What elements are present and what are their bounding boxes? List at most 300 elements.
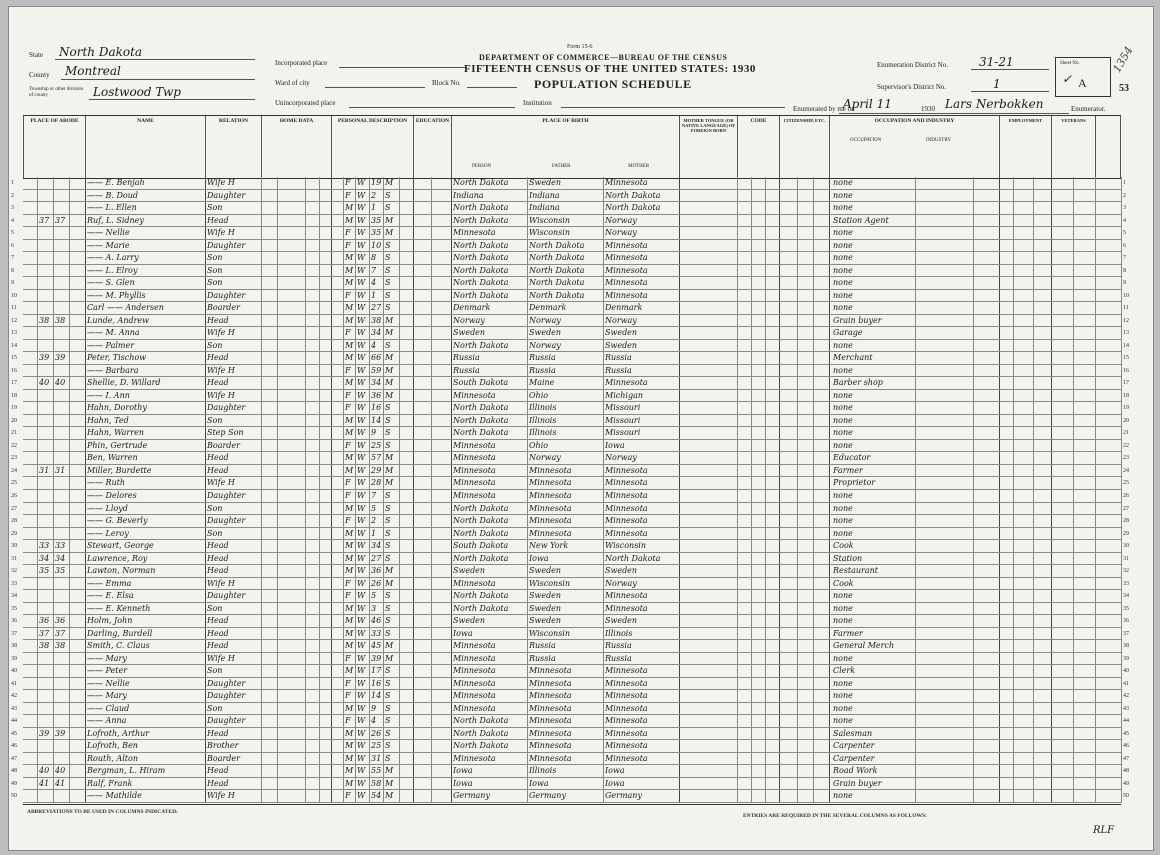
sex: M: [345, 465, 354, 475]
birthplace-person: Minnesota: [453, 653, 496, 663]
birthplace-mother: Iowa: [605, 440, 625, 450]
line-number: 49: [11, 780, 17, 787]
age: 66: [371, 353, 382, 363]
birthplace-mother: Iowa: [605, 766, 625, 776]
line-number-right: 26: [1123, 493, 1129, 499]
header-father: FATHER: [552, 164, 571, 169]
header-mother-tongue: MOTHER TONGUE (OR NATIVE LANGUAGE) OF FOREIGN BORN: [679, 116, 737, 178]
line-number-right: 46: [1123, 743, 1129, 750]
table-row: [11, 640, 1129, 653]
birthplace-person: North Dakota: [453, 603, 509, 613]
line-number: 20: [11, 417, 17, 424]
line-number-right: 21: [1123, 430, 1129, 437]
birthplace-person: North Dakota: [453, 415, 509, 425]
line-number: 35: [11, 605, 17, 612]
marital-status: M: [385, 578, 394, 588]
table-row: [11, 452, 1129, 465]
birthplace-person: North Dakota: [453, 203, 509, 213]
birthplace-father: Illinois: [529, 415, 557, 425]
birthplace-father: Minnesota: [529, 491, 572, 500]
person-name: —— Marie: [87, 240, 130, 250]
marital-status: M: [385, 566, 394, 576]
person-name: —— Nellie: [87, 678, 130, 688]
marital-status: S: [385, 415, 391, 425]
birthplace-father: Minnesota: [529, 478, 572, 488]
sex: F: [345, 516, 351, 526]
line-number: 1: [11, 180, 14, 186]
supervisor-value: 1: [993, 77, 1001, 91]
birthplace-father: Sweden: [529, 178, 562, 187]
birthplace-father: Minnesota: [529, 741, 572, 751]
relation: Head: [207, 766, 229, 776]
sex: F: [345, 691, 351, 701]
table-row: [11, 477, 1129, 490]
table-row: [11, 327, 1129, 340]
line-number-right: 8: [1123, 267, 1126, 274]
line-number: 8: [11, 267, 14, 274]
line-number: 3: [11, 205, 14, 212]
age: 27: [371, 303, 382, 313]
occupation: Proprietor: [833, 478, 876, 488]
occupation: Garage: [833, 328, 863, 338]
person-name: —— L. Ellen: [87, 203, 137, 213]
table-row: [11, 252, 1126, 265]
line-number-right: 6: [1123, 242, 1126, 249]
person-name: Stewart, George: [87, 541, 154, 551]
enumerated-date: April 11: [843, 97, 892, 111]
birthplace-father: Maine: [529, 378, 555, 388]
occupation: none: [833, 340, 853, 350]
ward-label: Ward of city: [275, 79, 310, 87]
race: W: [357, 203, 366, 213]
line-number-right: 30: [1123, 543, 1129, 550]
birthplace-father: Illinois: [529, 428, 557, 438]
birthplace-person: North Dakota: [453, 265, 509, 275]
line-number-right: 35: [1123, 605, 1129, 612]
birthplace-mother: Minnesota: [605, 603, 648, 613]
relation: Daughter: [207, 290, 246, 300]
occupation: none: [833, 603, 853, 613]
race: W: [357, 691, 366, 701]
person-name: Lofroth, Ben: [87, 741, 138, 751]
occupation: Farmer: [833, 465, 863, 475]
line-number-right: 32: [1123, 568, 1129, 575]
table-row: [11, 578, 1129, 591]
table-row: [11, 240, 1126, 253]
birthplace-father: North Dakota: [529, 278, 585, 288]
birthplace-person: North Dakota: [453, 278, 509, 288]
header-industry: INDUSTRY: [926, 138, 952, 143]
birthplace-person: North Dakota: [453, 503, 509, 513]
marital-status: M: [385, 766, 394, 776]
person-name: —— Palmer: [87, 340, 135, 350]
family-number: 40: [55, 766, 66, 776]
header-employment: EMPLOYMENT: [999, 116, 1051, 178]
header-extra: [1095, 116, 1121, 178]
line-number-right: 9: [1123, 280, 1126, 287]
line-number: 22: [11, 442, 17, 449]
relation: Wife H: [207, 478, 235, 488]
sex: F: [345, 190, 351, 200]
dwelling-number: 31: [39, 465, 50, 475]
birthplace-father: Iowa: [529, 778, 549, 788]
line-number: 11: [11, 305, 17, 312]
marital-status: S: [385, 303, 391, 313]
page-number: 53: [1119, 83, 1129, 94]
marital-status: S: [385, 703, 391, 713]
family-number: 38: [55, 641, 66, 651]
age: 9: [371, 703, 377, 713]
header-occupation: OCCUPATION: [850, 138, 882, 143]
birthplace-mother: Sweden: [605, 340, 638, 350]
line-number: 33: [11, 580, 17, 587]
sex: M: [345, 253, 354, 263]
person-name: Routh, Alton: [87, 753, 138, 763]
birthplace-father: Indiana: [529, 203, 560, 213]
family-number: 34: [55, 553, 66, 563]
dwelling-number: 36: [39, 616, 50, 626]
birthplace-mother: Minnesota: [605, 278, 648, 288]
birthplace-person: North Dakota: [453, 403, 509, 413]
sex: F: [345, 228, 351, 238]
table-row: [11, 528, 1129, 541]
header-code: CODE: [737, 116, 779, 178]
marital-status: M: [385, 328, 394, 338]
age: 57: [371, 453, 382, 463]
occupation: none: [833, 616, 853, 626]
occupation: Grain buyer: [833, 778, 882, 788]
relation: Step Son: [207, 428, 244, 438]
line-number-right: 19: [1123, 405, 1129, 412]
line-number: 19: [11, 405, 17, 412]
age: 45: [371, 641, 382, 651]
birthplace-father: Illinois: [529, 766, 557, 776]
dwelling-number: 39: [39, 728, 50, 738]
sex: F: [345, 178, 351, 187]
marital-status: S: [385, 428, 391, 438]
person-name: —— E. Benjah: [87, 178, 145, 187]
race: W: [357, 365, 366, 375]
sex: M: [345, 628, 354, 638]
age: 25: [371, 741, 382, 751]
line-number-right: 39: [1123, 655, 1129, 662]
birthplace-person: Iowa: [453, 766, 473, 776]
line-number: 30: [11, 543, 17, 550]
birthplace-father: Minnesota: [529, 528, 572, 538]
birthplace-person: Russia: [453, 365, 480, 375]
occupation: none: [833, 228, 853, 238]
occupation: Station: [833, 553, 863, 563]
table-row: [11, 215, 1126, 228]
line-number: 37: [11, 630, 17, 637]
person-name: Lunde, Andrew: [87, 315, 150, 325]
birthplace-person: Minnesota: [453, 703, 496, 713]
race: W: [357, 440, 366, 450]
sex: M: [345, 641, 354, 651]
table-row: [11, 790, 1129, 803]
relation: Head: [207, 453, 229, 463]
line-number: 38: [11, 643, 17, 650]
family-number: 37: [55, 628, 66, 638]
marital-status: S: [385, 628, 391, 638]
sex: M: [345, 503, 354, 513]
table-row: [11, 465, 1129, 478]
occupation: Carpenter: [833, 753, 875, 763]
line-number: 12: [11, 317, 17, 324]
birthplace-person: Minnesota: [453, 228, 496, 238]
marital-status: M: [385, 778, 394, 788]
line-number-right: 14: [1123, 342, 1129, 349]
birthplace-person: North Dakota: [453, 516, 509, 526]
occupation: none: [833, 240, 853, 250]
sex: M: [345, 741, 354, 751]
race: W: [357, 390, 366, 400]
race: W: [357, 566, 366, 576]
table-row: [11, 227, 1126, 240]
birthplace-father: North Dakota: [529, 240, 585, 250]
birthplace-mother: Missouri: [605, 428, 641, 438]
birthplace-father: Norway: [529, 453, 561, 463]
race: W: [357, 628, 366, 638]
line-number-right: 20: [1123, 417, 1129, 424]
age: 26: [371, 578, 382, 588]
birthplace-person: Minnesota: [453, 465, 496, 475]
age: 54: [371, 791, 382, 801]
marital-status: S: [385, 278, 391, 288]
age: 5: [371, 503, 377, 513]
occupation: Station Agent: [833, 215, 889, 225]
marital-status: S: [385, 190, 391, 200]
state-label: State: [29, 51, 43, 59]
birthplace-mother: Sweden: [605, 566, 638, 576]
line-number: 48: [11, 768, 17, 775]
race: W: [357, 265, 366, 275]
birthplace-mother: Russia: [605, 653, 632, 663]
race: W: [357, 716, 366, 726]
family-number: 39: [55, 728, 66, 738]
line-number-right: 11: [1123, 305, 1129, 312]
relation: Head: [207, 465, 229, 475]
race: W: [357, 190, 366, 200]
birthplace-mother: Michigan: [605, 390, 643, 400]
marital-status: S: [385, 440, 391, 450]
race: W: [357, 228, 366, 238]
schedule-title: POPULATION SCHEDULE: [534, 77, 692, 91]
person-name: —— L. Elroy: [87, 265, 138, 275]
sex: F: [345, 390, 351, 400]
enumerator-label: Enumerator.: [1071, 105, 1106, 113]
sex: M: [345, 265, 354, 275]
sheet-label: Sheet No.: [1060, 61, 1080, 66]
birthplace-mother: Minnesota: [605, 503, 648, 513]
birthplace-mother: Minnesota: [605, 528, 648, 538]
enumerator-name: Lars Nerbokken: [945, 97, 1044, 111]
marital-status: M: [385, 315, 394, 325]
line-number: 40: [11, 668, 17, 675]
relation: Wife H: [207, 653, 235, 663]
marital-status: S: [385, 516, 391, 526]
age: 36: [371, 390, 382, 400]
line-number-right: 36: [1123, 618, 1129, 625]
line-number-right: 17: [1123, 380, 1129, 387]
entries-title: ENTRIES ARE REQUIRED IN THE SEVERAL COLUMNS AS FOLLOWS:: [743, 813, 927, 819]
relation: Brother: [207, 741, 239, 751]
age: 31: [371, 753, 382, 763]
birthplace-father: Russia: [529, 653, 556, 663]
marital-status: S: [385, 603, 391, 613]
line-number: 45: [11, 730, 17, 737]
race: W: [357, 666, 366, 676]
line-number-right: 5: [1123, 230, 1126, 237]
line-number: 17: [11, 380, 17, 387]
birthplace-person: North Dakota: [453, 428, 509, 438]
person-name: —— M. Phyllis: [87, 290, 146, 300]
age: 35: [371, 215, 382, 225]
marital-status: S: [385, 541, 391, 551]
birthplace-person: North Dakota: [453, 290, 509, 300]
birthplace-father: Indiana: [529, 190, 560, 200]
relation: Son: [207, 666, 223, 676]
age: 1: [371, 528, 377, 538]
family-number: 36: [55, 616, 66, 626]
race: W: [357, 178, 366, 187]
person-name: —— E. Elsa: [87, 591, 134, 601]
relation: Head: [207, 353, 229, 363]
age: 34: [371, 541, 382, 551]
birthplace-person: Minnesota: [453, 390, 496, 400]
line-number: 10: [11, 292, 17, 299]
birthplace-father: Sweden: [529, 616, 562, 626]
birthplace-mother: Minnesota: [605, 265, 648, 275]
table-row: [11, 315, 1129, 328]
line-number-right: 42: [1123, 693, 1129, 700]
table-row: [11, 590, 1129, 603]
line-number-right: 2: [1123, 192, 1126, 199]
sex: M: [345, 753, 354, 763]
age: 7: [371, 491, 377, 500]
line-number: 47: [11, 755, 17, 762]
line-number-right: 13: [1123, 330, 1129, 337]
age: 28: [371, 478, 382, 488]
birthplace-father: New York: [529, 541, 569, 551]
birthplace-father: Iowa: [529, 553, 549, 563]
birthplace-mother: Norway: [605, 453, 637, 463]
enum-district-label: Enumeration District No.: [877, 61, 948, 69]
age: 39: [371, 653, 382, 663]
sex: M: [345, 215, 354, 225]
occupation: none: [833, 290, 853, 300]
line-number: 16: [11, 367, 17, 374]
line-number: 6: [11, 242, 14, 249]
race: W: [357, 465, 366, 475]
line-number: 26: [11, 493, 17, 499]
occupation: none: [833, 716, 853, 726]
column-header-row: [23, 115, 1121, 179]
person-name: —— Ruth: [87, 478, 126, 488]
birthplace-father: Sweden: [529, 566, 562, 576]
family-number: 35: [55, 566, 66, 576]
table-row: [11, 427, 1129, 440]
person-name: Lofroth, Arthur: [87, 728, 150, 738]
race: W: [357, 315, 366, 325]
race: W: [357, 653, 366, 663]
person-name: Bergman, L. Hiram: [87, 766, 166, 776]
marital-status: S: [385, 340, 391, 350]
township-value: Lostwood Twp: [93, 85, 181, 99]
sex: M: [345, 728, 354, 738]
occupation: none: [833, 265, 853, 275]
birthplace-father: Russia: [529, 365, 556, 375]
birthplace-father: Minnesota: [529, 703, 572, 713]
birthplace-father: Sweden: [529, 591, 562, 601]
birthplace-mother: Sweden: [605, 616, 638, 626]
relation: Daughter: [207, 678, 246, 688]
line-number: 24: [11, 467, 17, 474]
table-row: [11, 402, 1129, 415]
table-row: [11, 753, 1129, 766]
relation: Head: [207, 541, 229, 551]
marital-status: M: [385, 465, 394, 475]
marital-status: M: [385, 390, 394, 400]
relation: Son: [207, 340, 223, 350]
birthplace-mother: North Dakota: [605, 203, 661, 213]
occupation: none: [833, 528, 853, 538]
relation: Son: [207, 253, 223, 263]
birthplace-mother: Russia: [605, 641, 632, 651]
race: W: [357, 741, 366, 751]
birthplace-mother: Minnesota: [605, 728, 648, 738]
line-number-right: 38: [1123, 643, 1129, 650]
relation: Son: [207, 265, 223, 275]
line-number: 27: [11, 505, 17, 512]
line-number-right: 37: [1123, 630, 1129, 637]
relation: Wife H: [207, 228, 235, 238]
birthplace-mother: Sweden: [605, 328, 638, 338]
relation: Head: [207, 553, 229, 563]
birthplace-mother: Minnesota: [605, 591, 648, 601]
race: W: [357, 528, 366, 538]
table-row: [11, 377, 1129, 390]
age: 1: [371, 290, 377, 300]
occupation: none: [833, 653, 853, 663]
relation: Son: [207, 503, 223, 513]
sex: F: [345, 491, 351, 500]
age: 14: [371, 415, 382, 425]
birthplace-mother: Germany: [605, 791, 642, 801]
sex: M: [345, 778, 354, 788]
occupation: none: [833, 365, 853, 375]
line-number: 13: [11, 330, 17, 337]
race: W: [357, 215, 366, 225]
person-name: Ben, Warren: [87, 453, 138, 463]
table-row: [11, 715, 1129, 728]
corner-note: RLF: [1093, 825, 1115, 836]
birthplace-mother: Minnesota: [605, 491, 648, 500]
marital-status: M: [385, 641, 394, 651]
header-education: EDUCATION: [413, 116, 451, 178]
birthplace-father: Wisconsin: [529, 628, 571, 638]
table-row: [11, 690, 1129, 703]
table-row: [11, 740, 1129, 753]
relation: Wife H: [207, 178, 235, 187]
birthplace-father: North Dakota: [529, 253, 585, 263]
age: 33: [371, 628, 382, 638]
relation: Son: [207, 278, 223, 288]
table-row: [11, 290, 1129, 303]
table-row: [11, 665, 1129, 678]
race: W: [357, 503, 366, 513]
table-row: [11, 565, 1129, 578]
